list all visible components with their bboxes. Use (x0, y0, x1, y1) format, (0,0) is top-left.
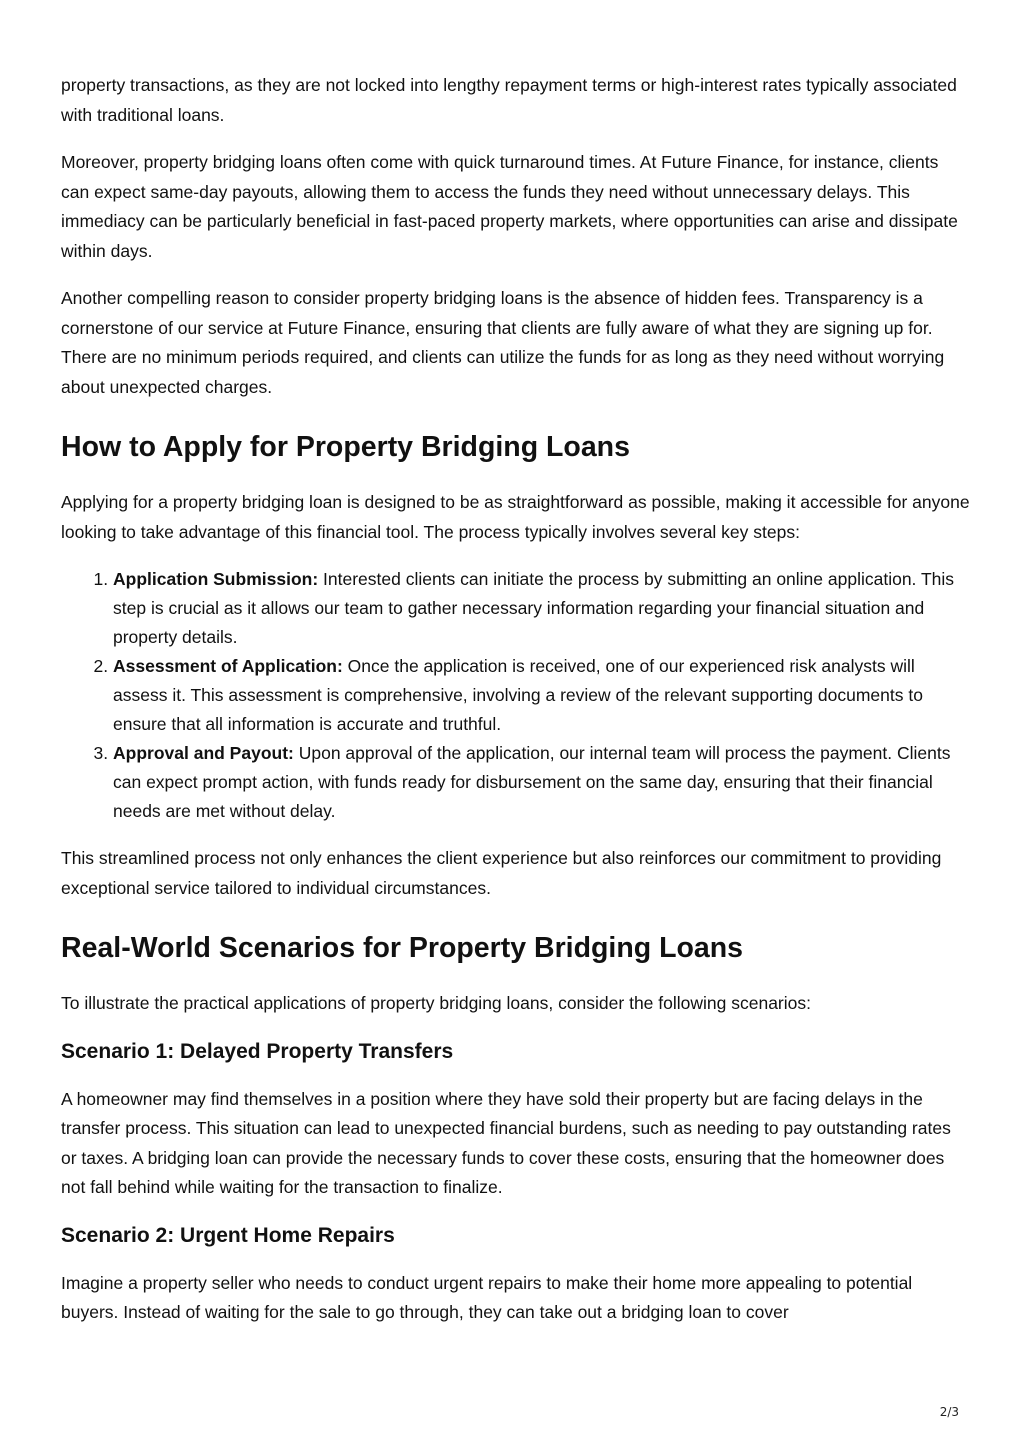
apply-steps-list (61, 565, 971, 826)
apply-intro: Applying for a property bridging loan is designed to be as straightforward as possible, making it accessible for anyone looking to take advantage of this financial tool. The process typically involves several key steps: (61, 492, 970, 542)
step-text: Once the application is received, one of our experienced risk analysts will assess it. This assessment is comprehensive, involving a review of the relevant supporting documents to ensure that all information is accurate and truthful. (113, 656, 923, 734)
apply-step-3 (113, 739, 971, 826)
scenario-2-heading: Scenario 2: Urgent Home Repairs (61, 1223, 395, 1247)
step-text: Interested clients can initiate the process by submitting an online application. This step is crucial as it allows our team to gather necessary information regarding your financial situation and property details. (113, 569, 955, 647)
apply-closing: This streamlined process not only enhances the client experience but also reinforces our commitment to providing exceptional service tailored to individual circumstances. (61, 848, 942, 898)
apply-heading: How to Apply for Property Bridging Loans (61, 431, 630, 463)
document-page (61, 71, 971, 1346)
scenario-1-heading: Scenario 1: Delayed Property Transfers (61, 1039, 454, 1063)
intro-paragraph-3: Another compelling reason to consider property bridging loans is the absence of hidden fees. Transparency is a cornerstone of our service at Future Finance, ensuring that clients are fully aware of what they are signing up for. There are no minimum periods required, and clients can utilize the funds for as long as they need without worrying about unexpected charges. (61, 288, 945, 397)
scenario-2-text: Imagine a property seller who needs to conduct urgent repairs to make their home more appealing to potential buyers. Instead of waiting for the sale to go through, they can take out a bridging loan to cover (61, 1272, 913, 1322)
page-number: 2/3 (939, 1405, 959, 1419)
step-text: Upon approval of the application, our internal team will process the payment. Clients can expect prompt action, with funds ready for disbursement on the same day, ensuring that their financial needs are met without delay. (113, 743, 951, 821)
apply-step-1 (113, 565, 971, 652)
intro-paragraph-1: property transactions, as they are not locked into lengthy repayment terms or high-interest rates typically associated with traditional loans. (61, 75, 957, 125)
apply-step-2 (113, 652, 971, 739)
step-title: Assessment of Application: (113, 656, 343, 676)
scenarios-heading: Real-World Scenarios for Property Bridging Loans (61, 932, 743, 964)
scenario-1-text: A homeowner may find themselves in a position where they have sold their property but are facing delays in the transfer process. This situation can lead to unexpected financial burdens, such as needing to pay outstanding rates or taxes. A bridging loan can provide the necessary funds to cover these costs, ensuring that the homeowner does not fall behind while waiting for the transaction to finalize. (61, 1088, 951, 1197)
scenarios-intro: To illustrate the practical applications of property bridging loans, consider the following scenarios: (61, 993, 811, 1013)
intro-paragraph-2: Moreover, property bridging loans often come with quick turnaround times. At Future Finance, for instance, clients can expect same-day payouts, allowing them to access the funds they need without unnecessary delays. This immediacy can be particularly beneficial in fast-paced property markets, where opportunities can arise and dissipate within days. (61, 152, 958, 261)
step-title: Approval and Payout: (113, 743, 294, 763)
step-title: Application Submission: (113, 569, 319, 589)
